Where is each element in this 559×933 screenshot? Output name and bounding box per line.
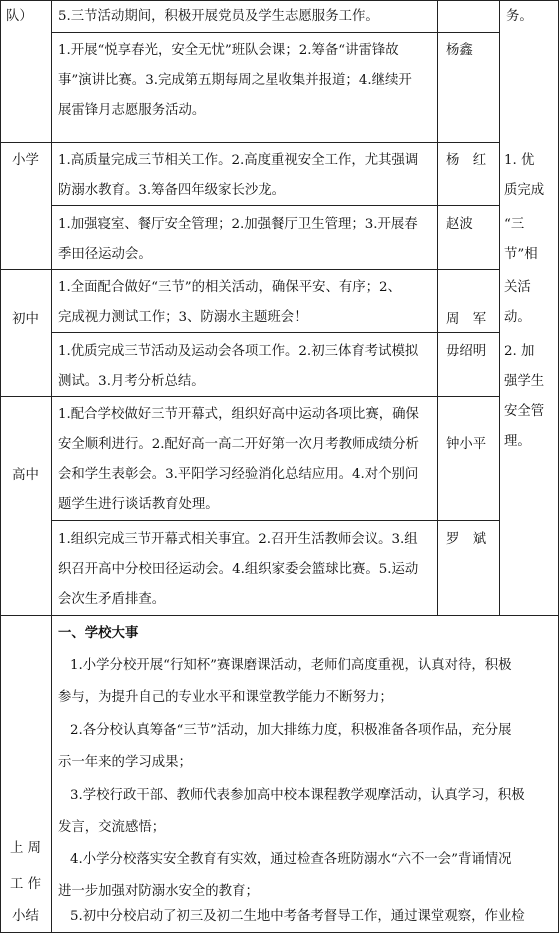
task-line: 1.优质完成三节活动及运动会各项工作。2.初三体育考试模拟 [58,344,419,359]
remark-line: 强学生 [504,374,545,389]
responsible-person: 毋绍明 [446,344,487,359]
table-rule [0,615,559,616]
remark-text: 务。 [506,9,533,24]
section-label-summary: 小结 [12,909,39,924]
task-line: 1.组织完成三节开幕式相关事宜。2.召开生活教师会议。3.组 [58,532,418,547]
responsible-person: 钟小平 [446,437,487,452]
table-rule [499,0,500,615]
task-line: 测试。3.月考分析总结。 [58,374,205,389]
responsible-person: 罗 斌 [446,532,487,547]
remark-line: 1. 优 [504,153,535,168]
task-line: 1.配合学校做好三节开幕式，组织好高中运动各项比赛，确保 [58,407,419,422]
table-rule [0,142,499,143]
remark-line: 关活 [504,280,531,295]
task-line: 会次生矛盾排查。 [58,592,166,607]
table-rule [0,269,499,270]
table-rule [51,32,499,33]
section-label-summary: 上 周 [9,841,42,856]
task-line: 织召开高中分校田径运动会。4.组织家委会篮球比赛。5.运动 [58,562,419,577]
summary-line: 发言，交流感悟； [58,820,166,835]
summary-line: 1.小学分校开展“行知杯”赛课磨课活动，老师们高度重视，认真对待，积极 [70,658,512,673]
section-label-senior: 高中 [12,468,39,483]
summary-line: 示一年来的学习成果； [58,755,192,770]
table-rule [51,520,499,521]
remark-line: “三 [504,217,525,232]
task-line: 展雷锋月志愿服务活动。 [58,103,206,118]
responsible-person: 赵波 [446,217,473,232]
remark-line: 2. 加 [504,344,535,359]
table-rule [51,205,499,206]
section-label-summary: 工 作 [9,877,42,892]
task-line: 1.加强寝室、餐厅安全管理；2.加强餐厅卫生管理；3.开展春 [58,217,418,232]
responsible-person: 杨鑫 [446,43,473,58]
summary-line: 5.初中分校启动了初三及初二生地中考备考督导工作，通过课堂观察，作业检 [70,909,525,924]
section-label-primary: 小学 [12,153,39,168]
summary-heading: 一、学校大事 [58,625,139,641]
remark-line: 理。 [504,434,531,449]
task-line: 季田径运动会。 [58,247,152,262]
task-line: 1.全面配合做好“三节”的相关活动，确保平安、有序；2、 [58,280,401,295]
responsible-person: 杨 红 [446,153,487,168]
section-label-junior: 初中 [12,312,39,327]
section-label-team: 队） [6,9,33,24]
task-line: 会和学生表彰会。3.平阳学习经验消化总结应用。4.对个别问 [58,467,419,482]
task-line: 防溺水教育。3.筹备四年级家长沙龙。 [58,183,286,198]
summary-line: 3.学校行政干部、教师代表参加高中校本课程教学观摩活动，认真学习，积极 [70,788,525,803]
remark-line: 节”相 [504,247,538,262]
summary-line: 进一步加强对防溺水安全的教育； [58,884,259,899]
table-rule [0,396,499,397]
remark-line: 动。 [504,310,531,325]
table-rule [51,0,52,933]
summary-line: 参与，为提升自己的专业水平和课堂教学能力不断努力； [58,690,393,705]
summary-line: 2.各分校认真筹备“三节”活动，加大排练力度，积极准备各项作品，充分展 [70,723,512,738]
task-line: 事”演讲比赛。3.完成第五期每周之星收集并报道；4.继续开 [58,73,412,88]
remark-line: 安全管 [504,404,545,419]
remark-line: 质完成 [504,183,545,198]
table-rule [51,332,499,333]
summary-line: 4.小学分校落实安全教育有实效，通过检查各班防溺水“六不一会”背诵情况 [70,852,512,867]
task-line: 1.开展“悦享春光，安全无忧”班队会课；2.筹备“讲雷锋故 [58,43,399,58]
task-line: 完成视力测试工作；3、防溺水主题班会！ [58,310,308,325]
task-line: 安全顺利进行。2.配好高一高二开好第一次月考教师成绩分析 [58,437,419,452]
table-rule [437,0,438,615]
responsible-person: 周 军 [446,312,487,327]
table-rule [0,0,559,1]
task-line: 1.高质量完成三节相关工作。2.高度重视安全工作，尤其强调 [58,153,419,168]
task-line: 5.三节活动期间，积极开展党员及学生志愿服务工作。 [58,9,379,24]
task-line: 题学生进行谈话教育处理。 [58,497,219,512]
